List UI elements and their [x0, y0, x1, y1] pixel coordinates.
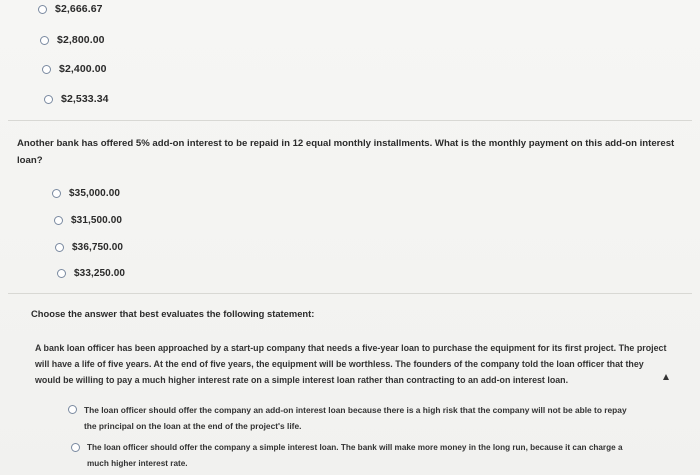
- radio-button-icon[interactable]: [54, 216, 63, 225]
- q3-scenario-line: would be willing to pay a much higher interest rate on a simple interest loan rather than contracting to an add-on interest loan.: [35, 375, 569, 385]
- q1-option-label: $2,533.34: [61, 93, 109, 105]
- q1-option-4[interactable]: [44, 93, 109, 105]
- q3-option-text: [87, 440, 623, 472]
- radio-button-icon[interactable]: [38, 5, 47, 14]
- q2-option-3[interactable]: [55, 242, 123, 253]
- q3-option-text: [84, 402, 627, 434]
- q3-scenario: [35, 340, 690, 388]
- q2-option-1[interactable]: [52, 188, 120, 199]
- q3-scenario-line: A bank loan officer has been approached by a start-up company that needs a five-year loan to purchase the equipment for its first project. The project: [35, 343, 667, 353]
- radio-button-icon[interactable]: [42, 65, 51, 74]
- q3-option-line: The loan officer should offer the company an add-on interest loan because there is a high risk that the company will not be able to repay: [84, 405, 627, 415]
- radio-button-icon[interactable]: [71, 443, 80, 452]
- radio-button-icon[interactable]: [52, 189, 61, 198]
- q3-option-line: The loan officer should offer the company a simple interest loan. The bank will make more money in the long run, because it can charge a: [87, 443, 623, 452]
- q3-option-line: much higher interest rate.: [87, 459, 188, 468]
- radio-button-icon[interactable]: [57, 269, 66, 278]
- radio-button-icon[interactable]: [40, 36, 49, 45]
- q1-option-2[interactable]: [40, 34, 105, 46]
- q2-prompt-line: Another bank has offered 5% add-on interest to be repaid in 12 equal monthly installments. What is the monthly payment on this add-on interest: [17, 138, 675, 149]
- q2-option-label: $31,500.00: [71, 215, 123, 226]
- radio-button-icon[interactable]: [44, 95, 53, 104]
- question-divider: [8, 293, 692, 294]
- radio-button-icon[interactable]: [68, 405, 77, 414]
- q2-prompt-line: loan?: [17, 155, 43, 166]
- q2-option-4[interactable]: [57, 268, 125, 279]
- mouse-pointer-icon: [663, 374, 669, 380]
- q1-option-label: $2,666.67: [55, 3, 103, 15]
- q1-option-3[interactable]: [42, 63, 107, 75]
- q3-instruction: Choose the answer that best evaluates the following statement:: [31, 308, 315, 319]
- q3-option-2[interactable]: [71, 440, 691, 472]
- q1-option-label: $2,800.00: [57, 34, 105, 46]
- q2-prompt: [17, 135, 693, 169]
- q1-option-label: $2,400.00: [59, 63, 107, 75]
- q1-option-1[interactable]: [38, 3, 103, 15]
- q3-option-1[interactable]: [68, 402, 688, 434]
- q2-option-label: $35,000.00: [69, 188, 121, 199]
- q2-option-label: $36,750.00: [72, 242, 124, 253]
- radio-button-icon[interactable]: [55, 243, 64, 252]
- q3-option-line: the principal on the loan at the end of the project's life.: [84, 421, 302, 431]
- q3-scenario-line: will have a life of five years. At the end of five years, the equipment will be worthless. The founders of the company told the loan officer that they: [35, 359, 644, 369]
- question-divider: [8, 120, 692, 121]
- q2-option-label: $33,250.00: [74, 268, 126, 279]
- q2-option-2[interactable]: [54, 215, 122, 226]
